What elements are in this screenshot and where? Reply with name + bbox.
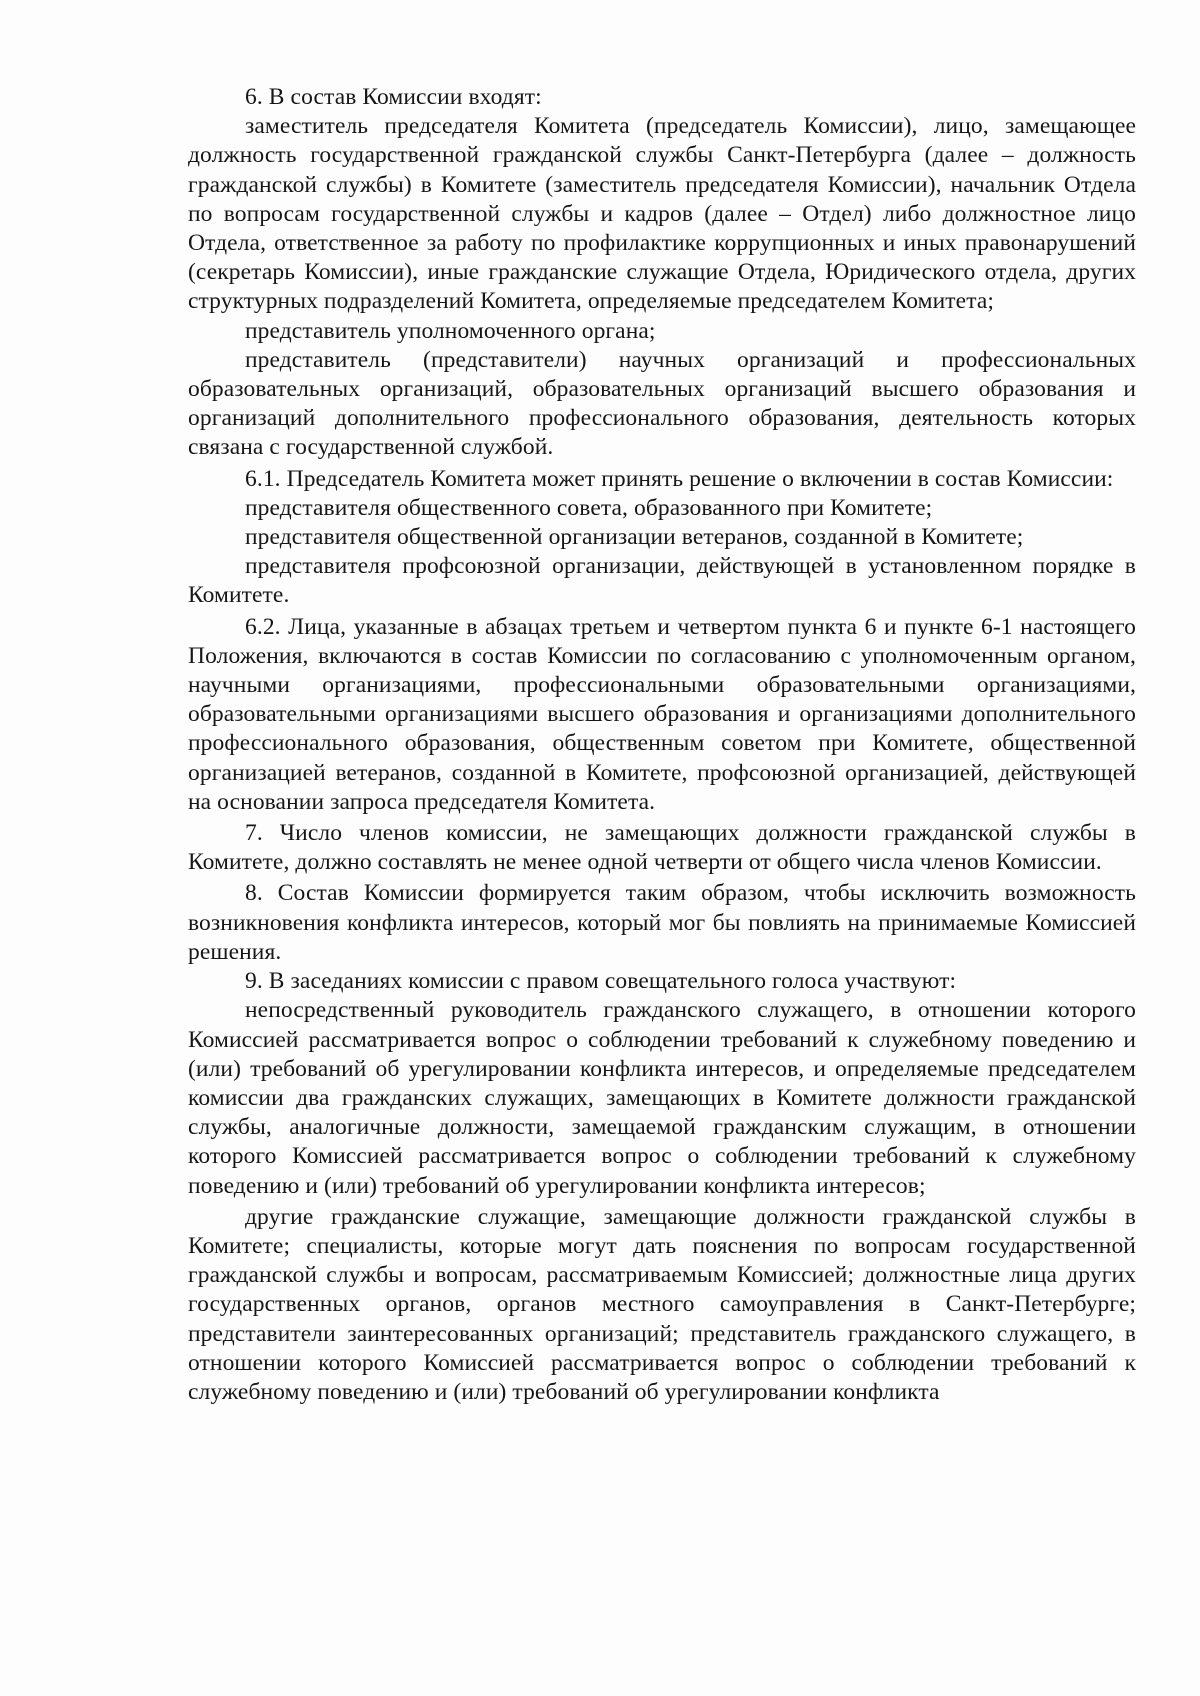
- paragraph-6-1: 6.1. Председатель Комитета может принять решение о включении в состав Комиссии:: [245, 465, 1114, 492]
- paragraph-6-scientific-organizations: представитель (представители) научных организаций и профессиональных образовательных организаций, образовательных организаций высшего образования и организаций дополнительного профессионального образования, деятельность которых связана с государственной службой.: [188, 346, 1136, 461]
- paragraph-6-1-trade-union: представителя профсоюзной организации, действующей в установленном порядке в Комитете.: [188, 553, 1136, 609]
- paragraph-6-1-veterans: представителя общественной организации ветеранов, созданной в Комитете;: [245, 524, 1024, 551]
- paragraph-6-authorized-body: представитель уполномоченного органа;: [245, 317, 656, 344]
- document-body: [188, 83, 1136, 1407]
- paragraph-9-other-participants: другие гражданские служащие, замещающие должности гражданской службы в Комитете; специалисты, которые могут дать пояснения по вопросам государственной гражданской службы и вопросам, рассматриваемым Комиссией; должностные лица других государственных органов, органов местного самоуправления в Санкт-Петербурге; представители заинтересованных организаций; представитель гражданского служащего, в отношении которого Комиссией рассматривается вопрос о соблюдении требований к служебному поведению и (или) требований об урегулировании конфликта: [188, 1203, 1136, 1405]
- paragraph-6-heading: 6. В состав Комиссии входят:: [245, 84, 542, 110]
- paragraph-6-1-public-council: представителя общественного совета, образованного при Комитете;: [245, 494, 933, 521]
- paragraph-9-heading: 9. В заседаниях комиссии с правом совещательного голоса участвуют:: [245, 968, 957, 995]
- paragraph-9-direct-supervisor: непосредственный руководитель гражданского служащего, в отношении которого Комиссией рассматривается вопрос о соблюдении требований к служебному поведению и (или) требований об урегулировании конфликта интересов, и определяемые председателем комиссии два гражданских служащих, замещающих в Комитете должности гражданской службы, аналогичные должности, замещаемой гражданским служащим, в отношении которого Комиссией рассматривается вопрос о соблюдении требований к служебному поведению и (или) требований об урегулировании конфликта интересов;: [188, 997, 1136, 1199]
- paragraph-7: 7. Число членов комиссии, не замещающих должности гражданской службы в Комитете, должно составлять не менее одной четверти от общего числа членов Комиссии.: [188, 820, 1136, 876]
- paragraph-6-2: 6.2. Лица, указанные в абзацах третьем и четвертом пункта 6 и пункте 6-1 настоящего Положения, включаются в состав Комиссии по согласованию с уполномоченным органом, научными организациями, профессиональными образовательными организациями, образовательными организациями высшего образования и организациями дополнительного профессионального образования, общественным советом при Комитете, общественной организацией ветеранов, созданной в Комитете, профсоюзной организацией, действующей на основании запроса председателя Комитета.: [188, 613, 1136, 815]
- paragraph-6-deputy-chairman: заместитель председателя Комитета (председатель Комиссии), лицо, замещающее должность государственной гражданской службы Санкт-Петербурга (далее – должность гражданской службы) в Комитете (заместитель председателя Комиссии), начальник Отдела по вопросам государственной службы и кадров (далее – Отдел) либо должностное лицо Отдела, ответственное за работу по профилактике коррупционных и иных правонарушений (секретарь Комиссии), иные гражданские служащие Отдела, Юридического отдела, других структурных подразделений Комитета, определяемые председателем Комитета;: [188, 113, 1136, 315]
- paragraph-8: 8. Состав Комиссии формируется таким образом, чтобы исключить возможность возникновения конфликта интересов, который мог бы повлиять на принимаемые Комиссией решения.: [188, 880, 1136, 965]
